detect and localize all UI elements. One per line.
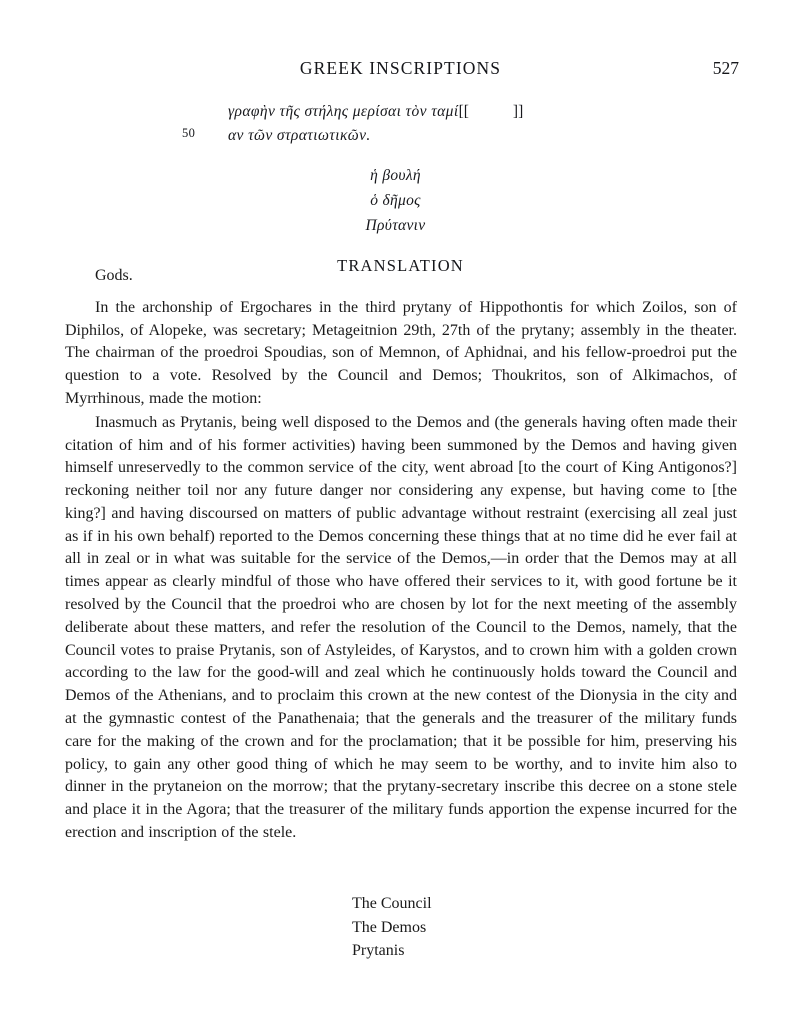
translation-paragraph-1: In the archonship of Ergochares in the third prytany of Hippothontis for which Zoilos, son of Diphilos, of Alopeke, was secretary; Metageitnion 29th, 27th of the prytany; assembly in the theater. The chairman of the proedroi Spoudias, son of Memnon, of Aphidnai, and his fellow-proedroi put the question to a vote. Resolved by the Council and Demos; Thoukritos, son of Alkimachos, of Myrrhinous, made the motion: <box>65 298 737 407</box>
translation-paragraph-2: Inasmuch as Prytanis, being well disposed to the Demos and (the generals having often made their citation of him and of his former activities) having been summoned by the Demos and having given himself unreservedly to the common service of the city, went abroad [to the court of King Antigonos?] reckoning neither toil nor any future danger nor considering any expense, but having come to [the king?] and having discoursed on matters of public advantage without restraint (exercising all zeal just as if in his own behalf) reported to the Demos concerning these things that at no time did he ever fail at all in zeal or in what was suitable for the service of the Demos,—in order that the Demos may at all times appear as clearly mindful of those who have offered their services to it, with good fortune be it resolved by the Council that the proedroi who are chosen by lot for the next meeting of the assembly deliberate about these matters, and refer the resolution of the Council to the Demos, namely, that the Council votes to praise Prytanis, son of Astyleides, of Karystos, and to crown him with a golden crown according to the law for the good-will and zeal which he continuously holds toward the Council and Demos of the Athenians, and to proclaim this crown at the new contest of the Dionysia in the city and at the gymnastic contest of the Panathenaia; that the generals and the treasurer of the military funds care for the making of the crown and for the proclamation; that it be possible for him, preserving his policy, to gain any other good thing of which he may seem to be worthy, and to invite him also to dinner in the prytaneion on the morrow; that the prytany-secretary inscribe this decree on a stone stele and place it in the Agora; that the treasurer of the military funds apportion the expense incurred for the erection and inscription of the stele. <box>65 413 737 842</box>
signature-line-demos: The Demos <box>352 918 427 936</box>
greek-line-2-text: αν τῶν στρατιωτικῶν. <box>228 127 371 145</box>
bracket-open: [[ <box>458 103 469 120</box>
running-head-title: GREEK INSCRIPTIONS <box>299 58 502 78</box>
greek-line-1-text: γραφὴν τῆς στήλης μερίσαι τὸν ταμί <box>228 103 459 120</box>
signature-block <box>0 892 801 963</box>
line-number-marker: 50 <box>182 126 196 141</box>
signature-line-council: The Council <box>352 895 432 912</box>
page-number: 527 <box>712 58 739 78</box>
bracket-close: ]] <box>512 103 524 120</box>
page-header <box>0 58 801 82</box>
translation-heading: TRANSLATION <box>337 256 464 275</box>
greek-subscription-block <box>0 163 801 238</box>
signature-line-prytanis: Prytanis <box>352 942 405 960</box>
greek-line-2 <box>0 124 801 148</box>
subscription-line-boule: ἡ βουλή <box>370 167 421 184</box>
greek-line-1 <box>0 100 801 124</box>
subscription-line-demos: ὁ δῆμος <box>370 192 421 210</box>
subscription-line-prytanin: Πρύτανιν <box>365 217 426 235</box>
gods-invocation: Gods. <box>95 267 133 284</box>
greek-inscription-block <box>0 100 801 148</box>
translation-body <box>65 265 737 845</box>
